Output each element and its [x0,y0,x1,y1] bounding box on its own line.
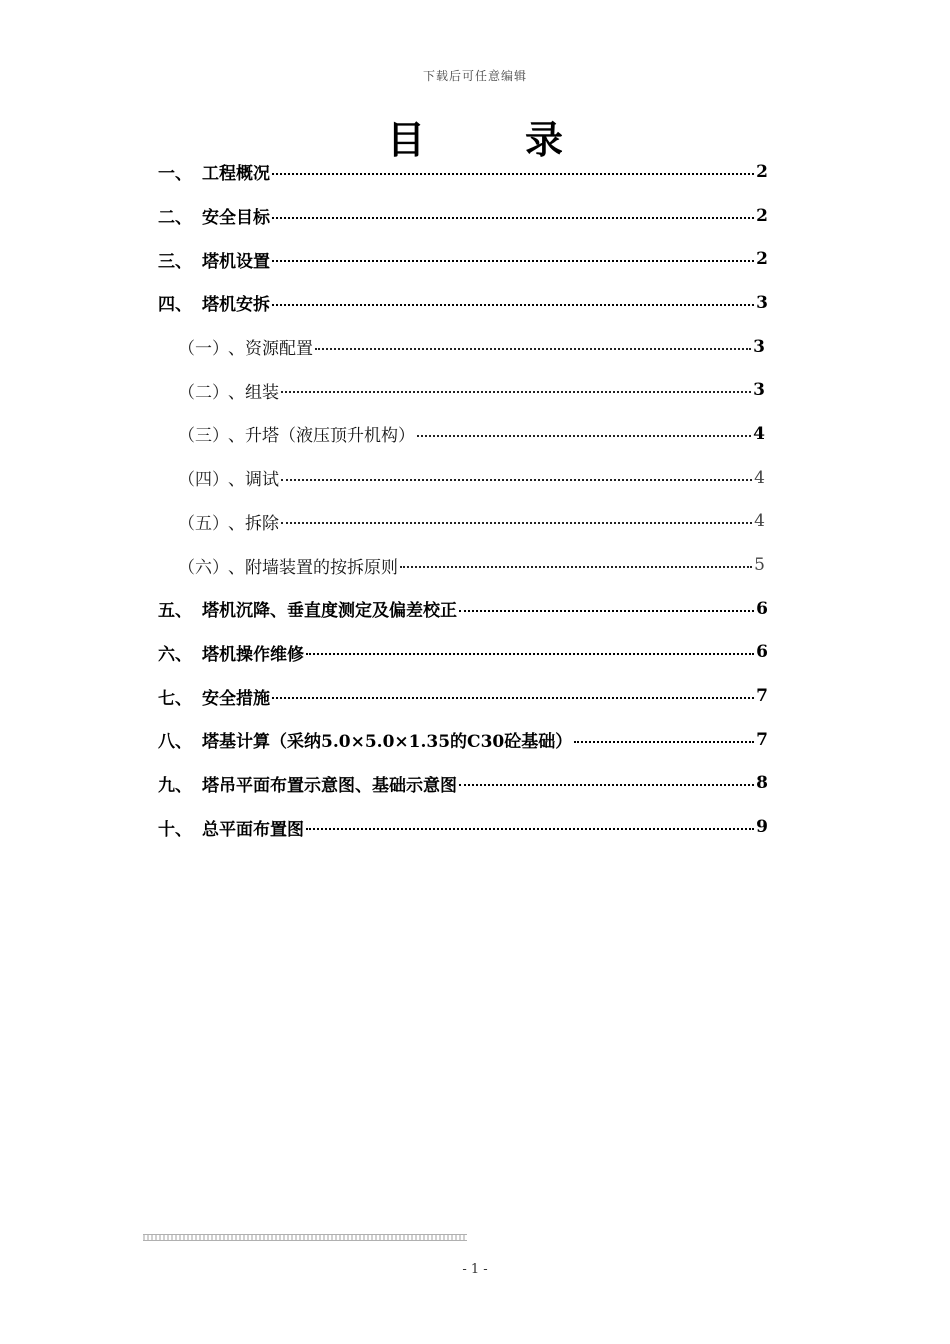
toc-entry-label: 塔吊平面布置示意图、基础示意图 [202,775,457,796]
toc-subentry-4-3[interactable] [158,412,768,456]
toc-entry-page: 2 [756,249,768,270]
toc-entry-label: 塔机安拆 [202,295,270,316]
toc-entry-9[interactable] [158,762,768,806]
toc-entry-number: （五） [178,513,229,534]
toc-entry-label: 塔机设置 [202,251,270,272]
toc-dot-leader [459,773,754,793]
header-note: 下载后可任意编辑 [422,69,527,83]
toc-subentry-4-6[interactable] [158,543,768,587]
toc-entry-page: 9 [756,817,768,838]
toc-dot-leader [574,730,754,750]
toc-entry-label: 塔机操作维修 [202,644,304,665]
toc-entry-page: 3 [753,380,765,401]
toc-entry-7[interactable] [158,674,768,718]
toc-entry-4[interactable] [158,281,768,325]
toc-entry-page: 4 [754,467,765,488]
toc-entry-label: 、调试 [228,470,279,491]
toc-entry-number: 四、 [158,295,192,316]
toc-entry-label: 塔机沉降、垂直度测定及偏差校正 [202,601,457,622]
toc-entry-10[interactable] [158,805,768,849]
toc-subentry-4-4[interactable] [158,456,768,500]
toc-dot-leader [306,817,754,837]
toc-entry-label: 塔基计算（采纳5.0×5.0×1.35的C30砼基础） [202,732,573,753]
toc-entry-number: 九、 [158,775,192,796]
toc-entry-page: 5 [754,555,765,576]
toc-entry-number: 三、 [158,251,192,272]
toc-entry-label: 、升塔（液压顶升机构） [228,426,415,447]
toc-entry-number: 八、 [158,732,192,753]
toc-title-char-2: 录 [525,117,564,162]
toc-dot-leader [272,249,754,269]
toc-entry-number: （三） [178,426,229,447]
toc-entry-number: 五、 [158,601,192,622]
toc-entry-number: 六、 [158,644,192,665]
toc-entry-page: 3 [756,292,768,313]
toc-dot-leader [306,642,754,662]
toc-entry-label: 、资源配置 [228,339,313,360]
toc-entry-number: （四） [178,470,229,491]
toc-entry-page: 2 [756,205,768,226]
toc-dot-leader [272,162,754,182]
table-of-contents [158,150,768,849]
toc-dot-leader [459,599,754,619]
toc-dot-leader [417,424,751,444]
footer-divider [143,1234,467,1241]
toc-dot-leader [281,468,752,488]
toc-title-char-1: 目 [386,117,425,162]
toc-entry-number: 一、 [158,164,192,185]
toc-dot-leader [400,555,752,575]
toc-entry-page: 7 [756,729,768,750]
toc-subentry-4-5[interactable] [158,500,768,544]
toc-entry-number: 十、 [158,819,192,840]
toc-dot-leader [272,206,754,226]
toc-dot-leader [315,337,751,357]
toc-subentry-4-1[interactable] [158,325,768,369]
toc-entry-page: 4 [753,423,765,444]
toc-dot-leader [272,686,754,706]
toc-entry-number: （六） [178,557,229,578]
toc-entry-page: 2 [756,161,768,182]
toc-entry-label: 总平面布置图 [202,819,304,840]
toc-entry-number: 七、 [158,688,192,709]
toc-entry-page: 4 [754,511,765,532]
page-number: - 1 - [462,1262,488,1277]
toc-dot-leader [281,511,752,531]
toc-dot-leader [281,380,751,400]
toc-entry-label: 、拆除 [228,513,279,534]
toc-entry-5[interactable] [158,587,768,631]
toc-entry-page: 8 [756,773,768,794]
toc-entry-6[interactable] [158,631,768,675]
toc-entry-number: （一） [178,339,229,360]
toc-entry-number: （二） [178,382,229,403]
toc-entry-label: 、组装 [228,382,279,403]
toc-entry-number: 二、 [158,208,192,229]
toc-entry-1[interactable] [158,150,768,194]
toc-entry-page: 7 [756,686,768,707]
toc-entry-2[interactable] [158,194,768,238]
toc-entry-page: 6 [756,598,768,619]
toc-entry-label: 工程概况 [202,164,270,185]
toc-entry-label: 、附墙装置的按拆原则 [228,557,398,578]
toc-dot-leader [272,293,754,313]
toc-entry-label: 安全措施 [202,688,270,709]
toc-entry-page: 3 [753,336,765,357]
toc-entry-label: 安全目标 [202,208,270,229]
toc-entry-page: 6 [756,642,768,663]
toc-subentry-4-2[interactable] [158,368,768,412]
toc-entry-3[interactable] [158,237,768,281]
toc-entry-8[interactable] [158,718,768,762]
